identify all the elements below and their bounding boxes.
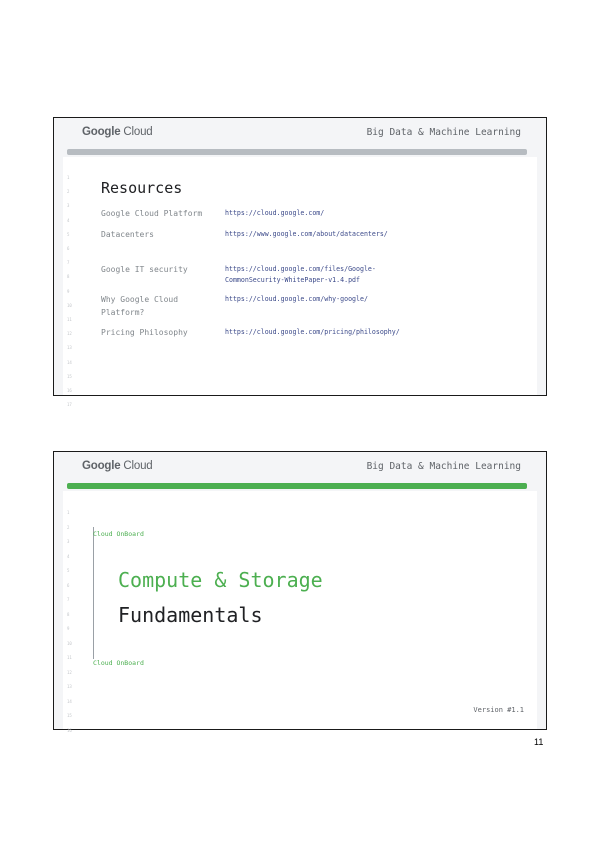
line-number: 8 <box>67 274 70 280</box>
slide-resources <box>53 117 547 408</box>
line-number: 11 <box>67 317 72 322</box>
title-line-1: Compute & Storage <box>118 568 323 592</box>
line-number: 6 <box>67 582 70 588</box>
resource-link[interactable]: https://cloud.google.com/why-google/ <box>225 295 368 303</box>
line-number: 15 <box>67 713 72 718</box>
line-number: 2 <box>67 189 70 195</box>
resource-link[interactable]: https://www.google.com/about/datacenters/ <box>225 230 388 238</box>
line-number: 2 <box>67 524 70 530</box>
line-number: 3 <box>67 539 70 544</box>
line-number: 17 <box>67 402 72 408</box>
page-number: 11 <box>534 737 544 747</box>
line-number: 10 <box>67 640 72 646</box>
line-number: 15 <box>67 373 72 379</box>
line-number: 7 <box>67 597 70 602</box>
line-number: 4 <box>67 553 70 559</box>
line-number: 12 <box>67 331 72 337</box>
resource-label: Why Google Cloud Platform? <box>101 295 179 317</box>
slide-content <box>63 491 537 733</box>
title-line-2: Fundamentals <box>118 603 263 627</box>
line-number: 5 <box>67 231 70 237</box>
line-number: 1 <box>67 510 70 515</box>
resource-label: Google IT security <box>101 265 188 274</box>
resource-label: Pricing Philosophy <box>101 328 188 337</box>
cloud-onboard-label: Cloud OnBoard <box>93 530 144 538</box>
line-number: 8 <box>67 611 70 617</box>
resource-link[interactable]: https://cloud.google.com/pricing/philosophy/ <box>225 328 400 336</box>
line-number: 6 <box>67 246 70 251</box>
resource-link[interactable]: https://cloud.google.com/files/Google-CommonSecurity-WhitePaper-v1.4.pdf <box>225 265 376 284</box>
line-number: 11 <box>67 655 72 660</box>
line-number: 13 <box>67 345 72 351</box>
line-number: 9 <box>67 626 70 631</box>
line-number: 13 <box>67 684 72 689</box>
course-title: Big Data & Machine Learning <box>366 461 521 472</box>
line-number: 7 <box>67 260 70 266</box>
line-number: 5 <box>67 568 70 573</box>
line-number: 4 <box>67 217 70 223</box>
google-cloud-logo: Google Cloud <box>82 460 153 472</box>
resource-label: Google Cloud Platform <box>101 209 203 218</box>
accent-divider <box>93 527 94 659</box>
line-number: 9 <box>67 288 70 294</box>
google-cloud-logo: Google Cloud <box>82 126 153 138</box>
line-number: 1 <box>67 175 70 180</box>
line-number: 14 <box>67 359 72 365</box>
resource-link[interactable]: https://cloud.google.com/ <box>225 209 325 217</box>
resources-heading: Resources <box>101 179 183 197</box>
slide-title <box>53 451 547 733</box>
version-label: Version #1.1 <box>473 706 524 714</box>
header-band <box>67 149 527 155</box>
course-title: Big Data & Machine Learning <box>366 127 521 138</box>
line-number: 16 <box>67 727 72 733</box>
line-number: 14 <box>67 698 72 704</box>
header-band <box>67 483 527 489</box>
line-number: 10 <box>67 302 72 308</box>
resource-label: Datacenters <box>101 230 154 239</box>
slide-content <box>63 157 537 408</box>
cloud-onboard-label: Cloud OnBoard <box>93 659 144 667</box>
line-number: 16 <box>67 388 72 393</box>
line-number: 12 <box>67 669 72 675</box>
line-number: 3 <box>67 203 70 209</box>
